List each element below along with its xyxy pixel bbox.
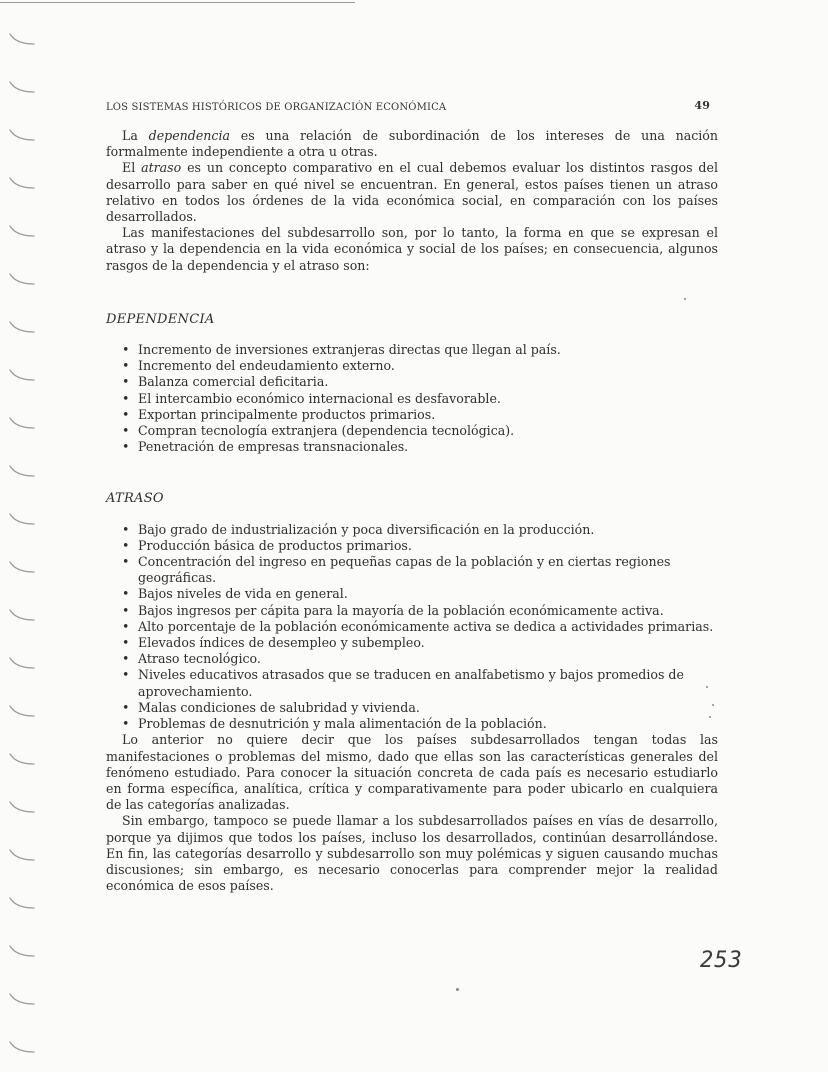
term-atraso: atraso (141, 160, 182, 176)
list-item: • Niveles educativos atrasados que se traducen en analfabetismo y bajos promedios de aprovechamiento. (122, 667, 718, 699)
list-item: • Alto porcentaje de la población económicamente activa se dedica a actividades primarias. (122, 619, 718, 635)
list-item: • Producción básica de productos primarios. (122, 538, 718, 554)
scan-speck (456, 988, 459, 991)
list-item: • Elevados índices de desempleo y subempleo. (122, 635, 718, 651)
page-number: 49 (694, 99, 710, 112)
list-item: • Atraso tecnológico. (122, 651, 718, 667)
list-item: • Balanza comercial deficitaria. (122, 374, 718, 390)
folio-stamp: 253 (700, 948, 743, 973)
list-atraso (106, 522, 718, 733)
scan-speck (706, 686, 708, 688)
paragraph-lo-anterior: Lo anterior no quiere decir que los países subdesarrollados tengan todas las manifestaciones o problemas del mismo, dado que ellas son las características generales del fenómeno estudiado. Para conocer la situación concreta de cada país es necesario estudiarlo en forma específica, analítica, crítica y comparativamente para poder ubicarlo en cualquiera de las categorías analizadas. (106, 732, 718, 813)
list-item: • Penetración de empresas transnacionales. (122, 439, 718, 455)
list-item: • Bajo grado de industrialización y poca diversificación en la producción. (122, 522, 718, 538)
paragraph-dependencia-definition: La dependencia es una relación de subordinación de los intereses de una nación formalmente independiente a otra u otras. (106, 128, 718, 160)
list-item: • Problemas de desnutrición y mala alimentación de la población. (122, 716, 718, 732)
binding-holes (6, 0, 46, 1072)
list-item: • Incremento del endeudamiento externo. (122, 358, 718, 374)
paragraph-atraso-definition: El atraso es un concepto comparativo en el cual debemos evaluar los distintos rasgos del desarrollo para saber en qué nivel se encuentran. En general, estos países tienen un atraso relativo en todos los órdenes de la vida económica social, en comparación con los países desarrollados. (106, 160, 718, 225)
top-edge-rule (0, 2, 355, 3)
list-item: • Bajos niveles de vida en general. (122, 586, 718, 602)
list-item: • El intercambio económico internacional es desfavorable. (122, 391, 718, 407)
running-header (106, 99, 710, 113)
page-body (106, 128, 718, 894)
list-item: • Bajos ingresos per cápita para la mayoría de la población económicamente activa. (122, 603, 718, 619)
list-item: • Malas condiciones de salubridad y vivienda. (122, 700, 718, 716)
list-item: • Compran tecnología extranjera (dependencia tecnológica). (122, 423, 718, 439)
list-dependencia (106, 342, 718, 455)
paragraph-manifestaciones: Las manifestaciones del subdesarrollo son, por lo tanto, la forma en que se expresan el atraso y la dependencia en la vida económica y social de los países; en consecuencia, algunos rasgos de la dependencia y el atraso son: (106, 225, 718, 273)
running-title: LOS SISTEMAS HISTÓRICOS DE ORGANIZACIÓN ECONÓMICA (106, 102, 447, 113)
section-title-atraso: ATRASO (106, 491, 164, 507)
scan-speck (709, 716, 711, 718)
scan-speck (684, 298, 686, 300)
list-item: • Incremento de inversiones extranjeras directas que llegan al país. (122, 342, 718, 358)
list-item: • Concentración del ingreso en pequeñas capas de la población y en ciertas regiones geográficas. (122, 554, 718, 586)
term-dependencia: dependencia (148, 128, 231, 143)
paragraph-sin-embargo: Sin embargo, tampoco se puede llamar a los subdesarrollados países en vías de desarrollo, porque ya dijimos que todos los países, incluso los desarrollados, continúan desarrollándose. En fin, las categorías desarrollo y subdesarrollo son muy polémicas y siguen causando muchas discusiones; sin embargo, es necesario conocerlas para comprender mejor la realidad económica de esos países. (106, 813, 718, 894)
scan-speck (712, 704, 714, 706)
list-item: • Exportan principalmente productos primarios. (122, 407, 718, 423)
section-title-dependencia: DEPENDENCIA (106, 311, 215, 327)
